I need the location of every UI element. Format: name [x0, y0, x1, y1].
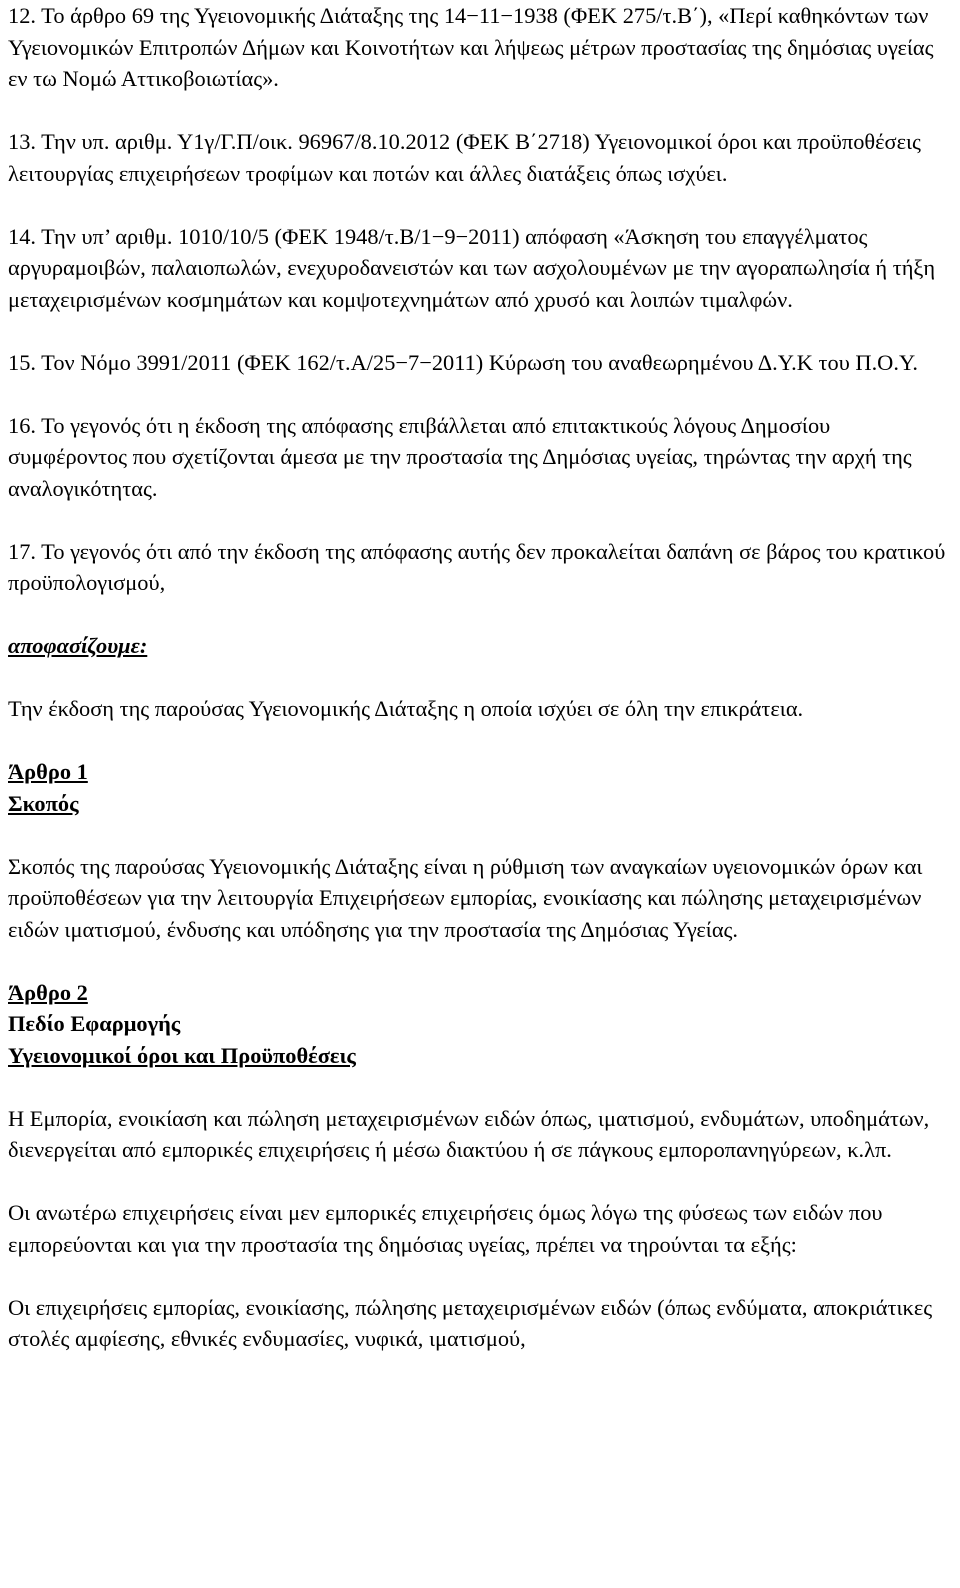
article-2-paragraph-3: Οι επιχειρήσεις εμπορίας, ενοικίασης, πώλησης μεταχειρισμένων ειδών (όπως ενδύματα, αποκριάτικες στολές αμφίεσης, εθνικές ενδυμασίες, νυφικά, ιματισμού, [8, 1294, 933, 1351]
article-2-title: Πεδίο Εφαρμογής [8, 1011, 181, 1036]
article-1-number: Άρθρο 1 [8, 759, 88, 784]
article-2-number: Άρθρο 2 [8, 979, 88, 1005]
article-2-heading [8, 977, 952, 1072]
document-page [8, 0, 952, 1355]
article-1-title: Σκοπός [8, 790, 79, 816]
article-2-paragraph-2: Οι ανωτέρω επιχειρήσεις είναι μεν εμπορικές επιχειρήσεις όμως λόγω της φύσεως των ειδών που εμπορεύονται και για την προστασία της δημόσιας υγείας, πρέπει να τηρούνται τα εξής: [8, 1200, 883, 1257]
article-2-subtitle: Υγειονομικοί όροι και Προϋποθέσεις [8, 1042, 356, 1068]
decision-heading: αποφασίζουμε: [8, 633, 148, 658]
article-2-paragraph-1: Η Εμπορία, ενοικίαση και πώληση μεταχειρισμένων ειδών όπως, ιματισμού, ενδυμάτων, υποδημάτων, διενεργείται από εμπορικές επιχειρήσεις ή μέσω διακτύου ή σε πάγκους εμποροπανηγύρεων, κ.λπ. [8, 1105, 930, 1162]
clause-13: 13. Την υπ. αριθμ. Υ1γ/Γ.Π/οικ. 96967/8.10.2012 (ΦΕΚ Β΄2718) Υγειονομικοί όροι και προϋποθέσεις λειτουργίας επιχειρήσεων τροφίμων και ποτών και άλλες διατάξεις όπως ισχύει. [8, 129, 921, 186]
decision-text: Την έκδοση της παρούσας Υγειονομικής Διάταξης η οποία ισχύει σε όλη την επικράτεια. [8, 696, 804, 721]
clause-12: 12. Το άρθρο 69 της Υγειονομικής Διάταξης της 14−11−1938 (ΦΕΚ 275/τ.Β΄), «Περί καθηκόντων των Υγειονομικών Επιτροπών Δήμων και Κοινοτήτων και λήψεως μέτρων προστασίας της δημόσιας υγείας εν τω Νομώ Αττικοβοιωτίας». [8, 3, 934, 91]
decision-heading-line [8, 630, 952, 662]
clause-16: 16. Το γεγονός ότι η έκδοση της απόφασης επιβάλλεται από επιτακτικούς λόγους Δημοσίου συμφέροντος που σχετίζονται άμεσα με την προστασία της Δημόσιας υγείας, τηρώντας την αρχή της αναλογικότητας. [8, 412, 912, 501]
clause-14: 14. Την υπ’ αριθμ. 1010/10/5 (ΦΕΚ 1948/τ.Β/1−9−2011) απόφαση «Άσκηση του επαγγέλματος αργυραμοιβών, παλαιοπωλών, ενεχυροδανειστών και των ασχολουμένων με την αγοραπωλησία ή τήξη μεταχειρισμένων κοσμημάτων και κομψοτεχνημάτων από χρυσό και λοιπών τιμαλφών. [8, 223, 936, 312]
article-1-heading [8, 756, 952, 819]
clause-17: 17. Το γεγονός ότι από την έκδοση της απόφασης αυτής δεν προκαλείται δαπάνη σε βάρος του κρατικού προϋπολογισμού, [8, 538, 946, 595]
article-1-text: Σκοπός της παρούσας Υγειονομικής Διάταξης είναι η ρύθμιση των αναγκαίων υγειονομικών όρων και προϋποθέσεων για την λειτουργία Επιχειρήσεων εμπορίας, ενοικίασης και πώλησης μεταχειρισμένων ειδών ιματισμού, ένδυσης και υπόδησης για την προστασία της Δημόσιας Υγείας. [8, 853, 923, 942]
clause-15: 15. Τον Νόμο 3991/2011 (ΦΕΚ 162/τ.Α/25−7−2011) Κύρωση του αναθεωρημένου Δ.Υ.Κ του Π.Ο.Υ. [8, 349, 918, 375]
